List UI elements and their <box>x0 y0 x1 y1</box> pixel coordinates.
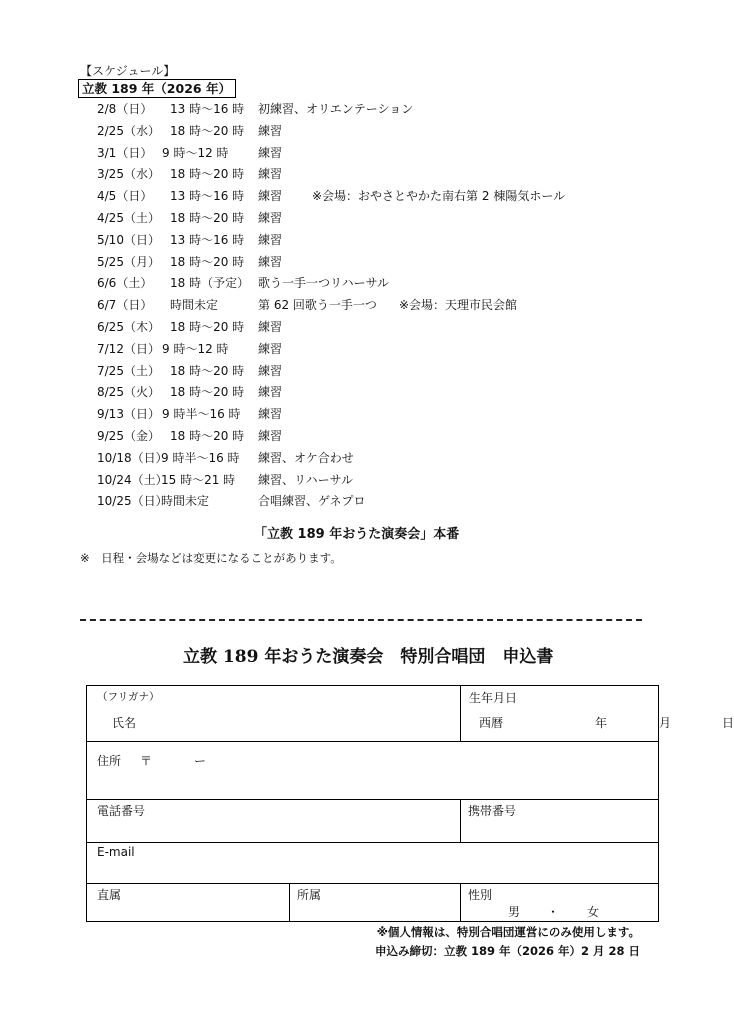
form-title: 立教 189 年おうた演奏会 特別合唱団 申込書 <box>183 647 554 667</box>
gender-label: 性別 <box>468 888 493 902</box>
gender-male[interactable]: 男 <box>508 905 521 919</box>
schedule-activity: 練習 <box>258 254 283 269</box>
phone-label: 電話番号 <box>97 804 146 818</box>
schedule-venue-note: ※会場：おやさとやかた南右第 2 棟陽気ホール <box>312 189 566 204</box>
schedule-date: 4/5（日） <box>97 189 153 204</box>
schedule-activity: 練習 <box>258 189 283 204</box>
birthdate-cell[interactable] <box>461 686 734 742</box>
schedule-time: 18 時～20 時 <box>170 428 245 443</box>
mobile-label: 携帯番号 <box>468 804 517 818</box>
schedule-time: 18 時～20 時 <box>170 123 245 138</box>
schedule-activity: 練習 <box>258 210 283 225</box>
application-form <box>86 685 734 922</box>
schedule-activity: 練習 <box>258 167 283 182</box>
schedule-time: 18 時（予定） <box>170 276 250 291</box>
postal-mark: 〒 <box>140 754 153 768</box>
schedule-activity: 第 62 回歌う一手一つ <box>258 298 377 313</box>
schedule-venue-note: ※会場：天理市民会館 <box>399 298 518 313</box>
schedule-time: 18 時～20 時 <box>170 254 245 269</box>
schedule-date: 3/25（水） <box>97 167 160 182</box>
schedule-activity: 練習 <box>258 385 283 400</box>
schedule-header: 【スケジュール】 <box>80 64 176 78</box>
schedule-date: 5/25（月） <box>97 254 160 269</box>
final-performance: 「立教 189 年おうた演奏会」本番 <box>254 527 460 542</box>
name-cell[interactable] <box>87 686 461 742</box>
schedule-activity: 練習 <box>258 428 283 443</box>
schedule-activity: 練習 <box>258 123 283 138</box>
schedule-activity: 練習、オケ合わせ <box>258 450 354 465</box>
day-unit: 日 <box>722 716 734 730</box>
schedule-note: ※ 日程・会場などは変更になることがあります。 <box>80 551 342 565</box>
schedule-activity: 練習、リハーサル <box>258 472 354 487</box>
deadline: 申込み締切：立教 189 年（2026 年）2 月 28 日 <box>374 944 640 958</box>
direct-cell[interactable] <box>87 884 290 922</box>
month-unit: 月 <box>659 716 672 730</box>
schedule-time: 18 時～20 時 <box>170 363 245 378</box>
schedule-date: 6/25（木） <box>97 319 160 334</box>
mobile-cell[interactable] <box>461 800 659 843</box>
schedule-time: 9 時～12 時 <box>162 145 229 160</box>
schedule-date: 3/1（日） <box>97 145 153 160</box>
schedule-activity: 練習 <box>258 145 283 160</box>
email-label: E-mail <box>97 845 135 859</box>
birthdate-label: 生年月日 <box>469 691 518 705</box>
privacy-note: ※個人情報は、特別合唱団運営にのみ使用します。 <box>376 925 640 939</box>
schedule-time: 18 時～20 時 <box>170 385 245 400</box>
schedule-date: 2/25（水） <box>97 123 160 138</box>
furigana-label: （フリガナ） <box>97 691 160 703</box>
schedule-time: 15 時～21 時 <box>161 472 236 487</box>
schedule-activity: 初練習、オリエンテーション <box>258 102 414 116</box>
schedule-activity: 練習 <box>258 232 283 247</box>
affiliation-label: 所属 <box>297 888 322 902</box>
schedule-activity: 練習 <box>258 341 283 356</box>
schedule-activity: 合唱練習、ゲネプロ <box>258 494 366 509</box>
affiliation-cell[interactable] <box>290 884 461 922</box>
schedule-time: 9 時半～16 時 <box>161 450 240 465</box>
gender-separator: ・ <box>547 905 560 919</box>
schedule-time: 9 時半～16 時 <box>162 407 241 422</box>
schedule-date: 6/6（土） <box>97 276 153 291</box>
direct-label: 直属 <box>97 888 122 902</box>
schedule-activity: 練習 <box>258 319 283 334</box>
schedule-date: 10/25（日） <box>97 494 168 509</box>
name-label: 氏名 <box>112 716 137 730</box>
schedule-activity: 練習 <box>258 407 283 422</box>
schedule-time: 9 時～12 時 <box>162 341 229 356</box>
schedule-time: 13 時～16 時 <box>170 189 245 204</box>
schedule-time: 13 時～16 時 <box>170 232 245 247</box>
schedule-date: 7/12（日） <box>97 341 160 356</box>
schedule-date: 9/25（金） <box>97 428 160 443</box>
gender-female[interactable]: 女 <box>587 905 600 919</box>
schedule-date: 8/25（火） <box>97 385 160 400</box>
cut-line <box>80 619 642 621</box>
address-cell[interactable] <box>87 742 659 800</box>
schedule-date: 10/18（日） <box>97 450 168 465</box>
schedule-date: 9/13（日） <box>97 407 160 422</box>
schedule-time: 18 時～20 時 <box>170 319 245 334</box>
schedule-date: 6/7（日） <box>97 298 153 313</box>
postal-dash: ー <box>194 754 207 768</box>
address-label: 住所 <box>97 754 122 768</box>
schedule-date: 4/25（土） <box>97 210 160 225</box>
gender-cell[interactable] <box>461 884 659 922</box>
schedule-time: 18 時～20 時 <box>170 167 245 182</box>
era-label: 西暦 <box>479 716 504 730</box>
phone-cell[interactable] <box>87 800 461 843</box>
schedule-time: 時間未定 <box>170 298 219 313</box>
schedule-date: 5/10（日） <box>97 232 160 247</box>
email-cell[interactable] <box>87 843 659 884</box>
schedule-time: 時間未定 <box>161 494 210 509</box>
year-label-box: 立教 189 年（2026 年） <box>78 79 236 98</box>
schedule-activity: 歌う一手一つリハーサル <box>258 276 390 291</box>
schedule-date: 2/8（日） <box>97 102 153 116</box>
schedule-time: 18 時～20 時 <box>170 210 245 225</box>
schedule-date: 7/25（土） <box>97 363 160 378</box>
schedule-time: 13 時～16 時 <box>170 102 245 116</box>
schedule-date: 10/24（土） <box>97 472 168 487</box>
schedule-activity: 練習 <box>258 363 283 378</box>
year-unit: 年 <box>595 716 608 730</box>
